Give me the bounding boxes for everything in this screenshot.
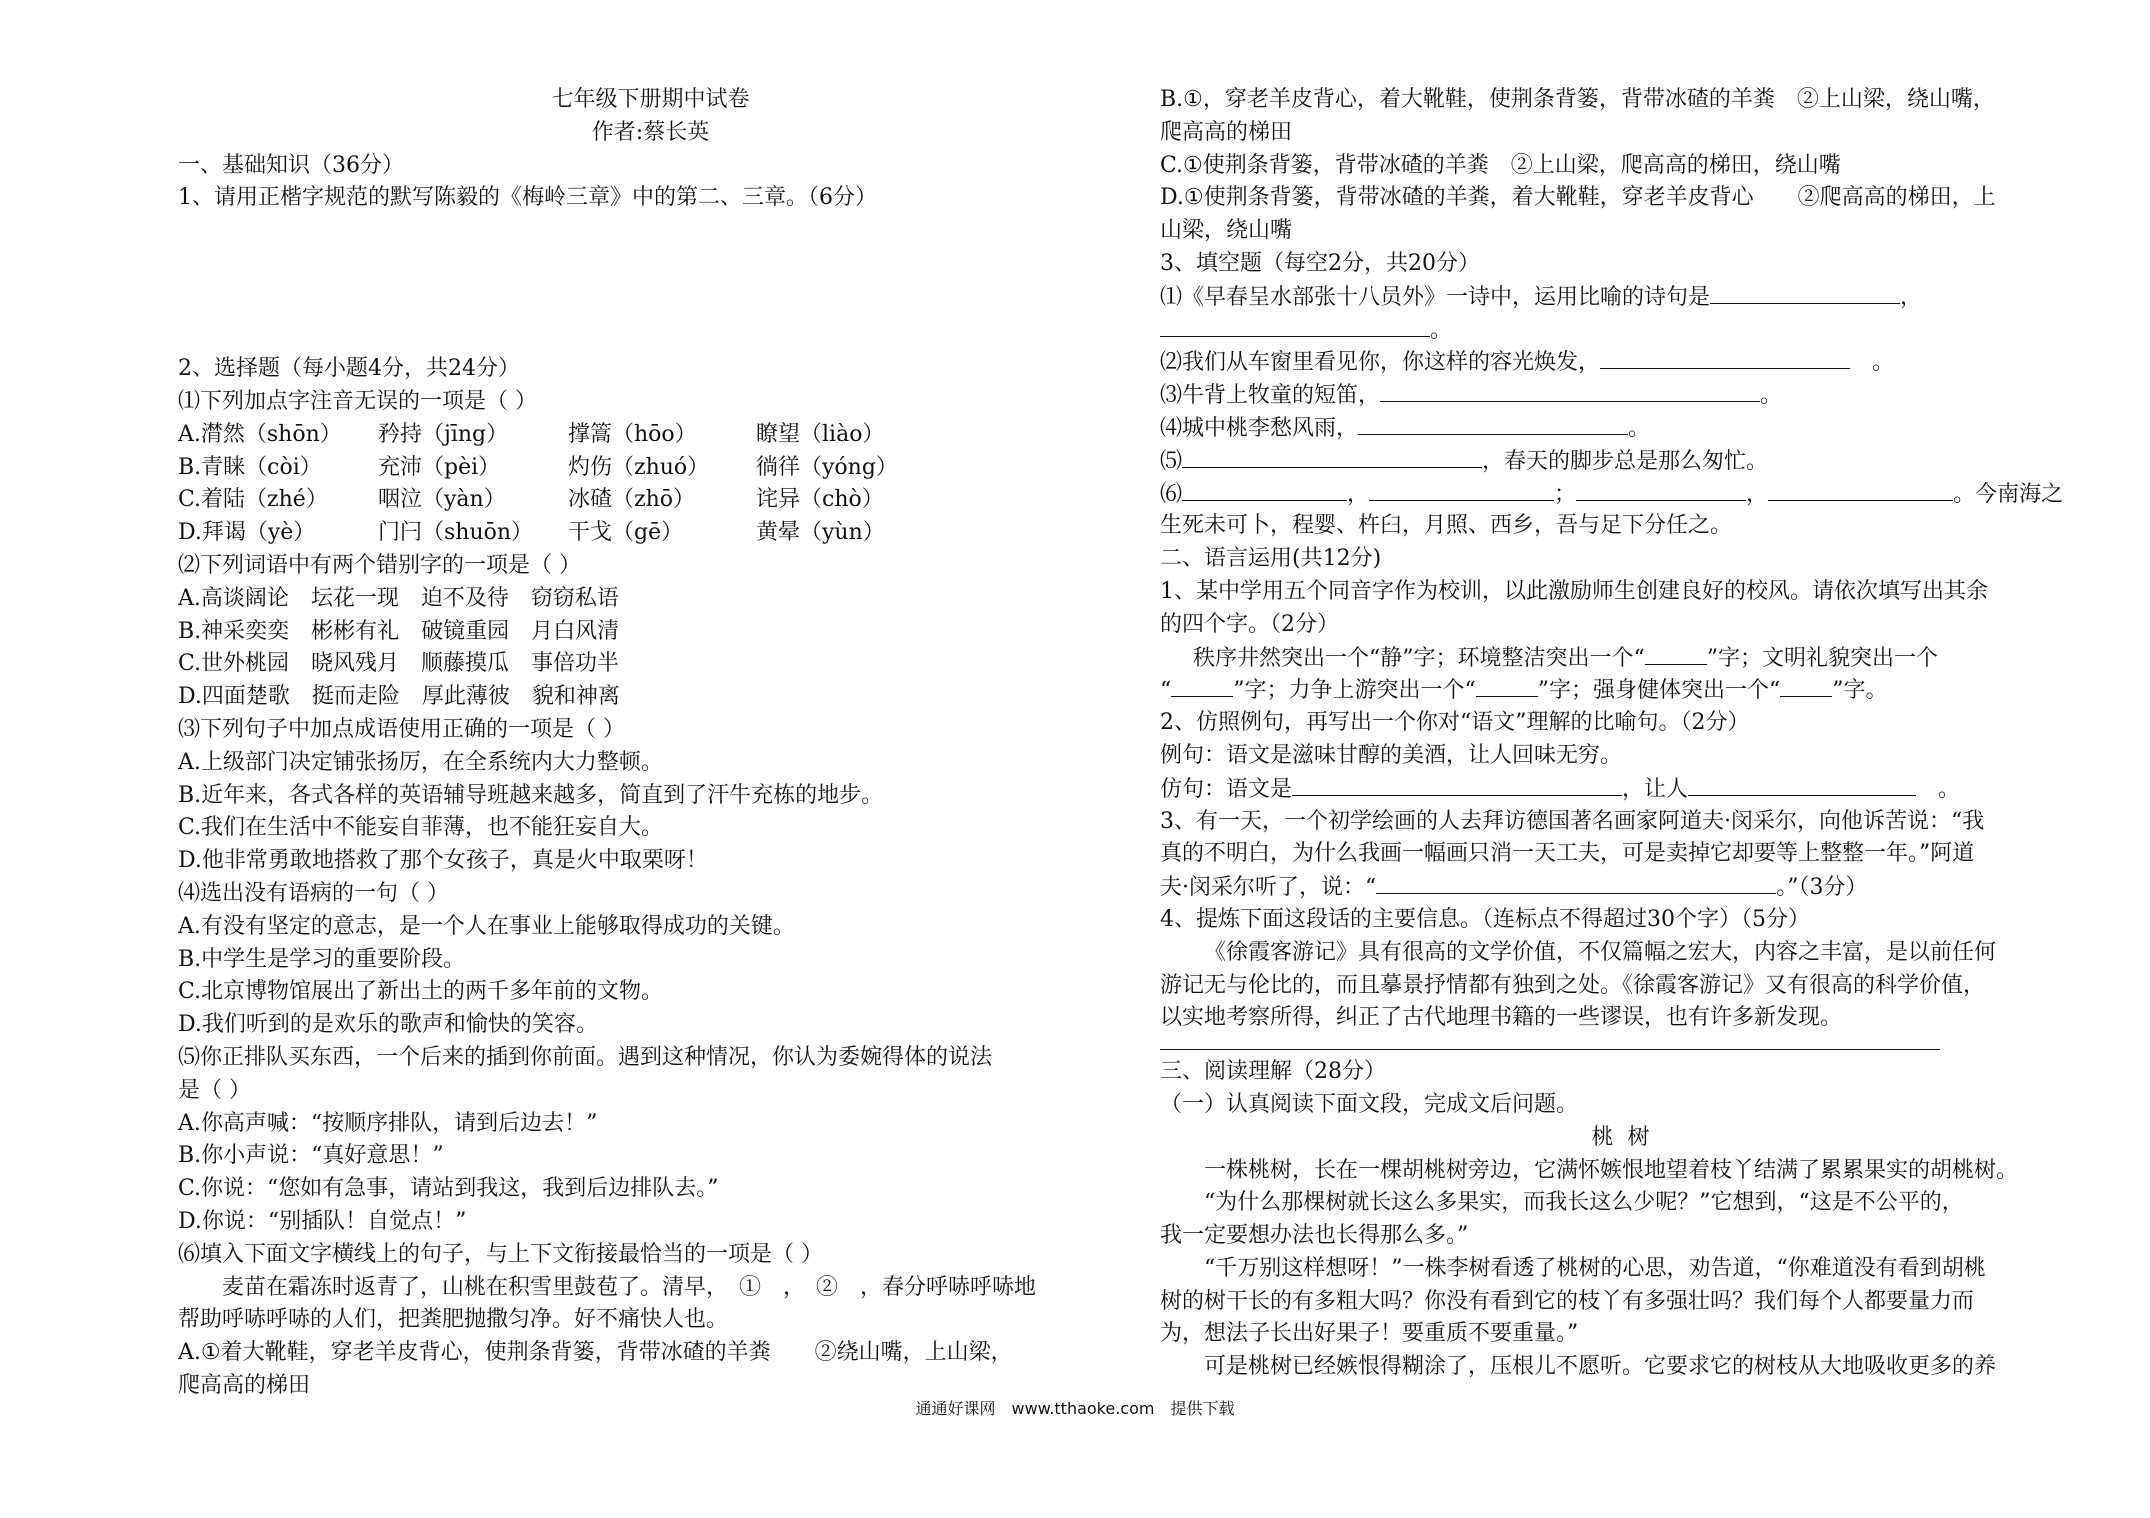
answer-blank[interactable] bbox=[1768, 478, 1953, 501]
q2-2-option-b: B.神采奕奕 彬彬有礼 破镜重园 月白风清 bbox=[178, 618, 620, 644]
q2-2-option-d: D.四面楚歌 挺而走险 厚此薄彼 貌和神离 bbox=[178, 684, 620, 710]
page-title: 七年级下册期中试卷 bbox=[551, 87, 750, 112]
answer-blank[interactable] bbox=[1182, 445, 1482, 468]
q2-6-option-b: B.①，穿老羊皮背心，着大靴鞋，使荆条背篓，背带冰碴的羊粪 ②上山梁，绕山嘴， bbox=[1160, 87, 1995, 112]
s2-q4-passage-1: 《徐霞客游记》具有很高的文学价值，不仅篇幅之宏大，内容之丰富，是以前任何 bbox=[1204, 939, 1997, 965]
q2-4-option-c: C.北京博物馆展出了新出土的两千多年前的文物。 bbox=[178, 979, 664, 1005]
passage-title: 桃树 bbox=[1591, 1124, 1664, 1150]
answer-blank[interactable] bbox=[1358, 412, 1628, 435]
q2-6-option-d: D.①使荆条背篓，背带冰碴的羊粪，着大靴鞋，穿老羊皮背心 ②爬高高的梯田，上 bbox=[1160, 185, 1996, 211]
prompt-text: ⑷城中桃李愁风雨， bbox=[1160, 415, 1359, 441]
option-text: B.青睐（còi） bbox=[178, 454, 322, 480]
option-text: 黄晕（yùn） bbox=[756, 520, 885, 546]
answer-blank[interactable] bbox=[1688, 773, 1916, 796]
prompt-text: ⑶牛背上牧童的短笛， bbox=[1160, 383, 1381, 409]
right-column bbox=[1160, 84, 2095, 1384]
answer-blank[interactable] bbox=[1182, 478, 1347, 501]
prompt-text: ”字；力争上游突出一个“ bbox=[1233, 678, 1476, 704]
passage-paragraph-3-cont2: 为，想法子长出好果子！要重质不要重量。” bbox=[1160, 1321, 1579, 1347]
option-text: 冰碴（zhō） bbox=[568, 487, 696, 513]
answer-blank[interactable] bbox=[1476, 674, 1538, 697]
q2-1-option-d bbox=[178, 517, 1123, 550]
option-text: 撑篙（hōo） bbox=[568, 421, 697, 447]
s2-question-4: 4、提炼下面这段话的主要信息。（连标点不得超过30个字）（5分） bbox=[1160, 906, 1810, 932]
q2-6-passage-line-1: 麦苗在霜冻时返青了，山桃在积雪里鼓苞了。清早， ① ， ② ，春分呼哧呼哧地 bbox=[222, 1274, 1037, 1300]
option-text: 徜徉（yóng） bbox=[756, 454, 898, 480]
q2-4-option-b: B.中学生是学习的重要阶段。 bbox=[178, 946, 466, 972]
q2-6-option-a-cont: 爬高高的梯田 bbox=[178, 1372, 311, 1398]
passage-paragraph-2: “为什么那棵树就长这么多果实，而我长这么少呢？”它想到，“这是不公平的， bbox=[1204, 1190, 1964, 1216]
q2-3-option-d: D.他非常勇敢地搭救了那个女孩子，真是火中取栗呀！ bbox=[178, 848, 708, 874]
option-text: 干戈（gē） bbox=[568, 520, 684, 546]
answer-blank[interactable] bbox=[1576, 478, 1746, 501]
question-3-3: ⑶牛背上牧童的短笛， 。 bbox=[1160, 379, 2095, 412]
question-3-1-cont: 。 bbox=[1160, 314, 2095, 347]
option-text: 瞭望（liào） bbox=[756, 421, 885, 447]
prompt-text: ⑴《早春呈水部张十八员外》一诗中，运用比喻的诗句是 bbox=[1160, 284, 1711, 310]
question-3-heading: 3、填空题（每空2分，共20分） bbox=[1160, 250, 1480, 276]
left-column bbox=[178, 84, 1123, 1403]
option-text: C.着陆（zhé） bbox=[178, 487, 328, 513]
question-3-5 bbox=[1160, 445, 2095, 478]
s2-q1-text-1 bbox=[1160, 642, 2095, 675]
prompt-text: “ bbox=[1160, 678, 1172, 704]
q2-6-option-c: C.①使荆条背篓，背带冰碴的羊粪 ②上山梁，爬高高的梯田，绕山嘴 bbox=[1160, 152, 1841, 178]
option-text: 咽泣（yàn） bbox=[378, 487, 506, 513]
passage-paragraph-1: 一株桃树，长在一棵胡桃树旁边，它满怀嫉恨地望着枝丫结满了累累果实的胡桃树。 bbox=[1204, 1157, 2019, 1183]
prompt-text: 。”（3分） bbox=[1776, 875, 1868, 901]
option-text: 诧异（chò） bbox=[756, 487, 884, 513]
q2-1-option-c bbox=[178, 484, 1123, 517]
passage-paragraph-4: 可是桃树已经嫉恨得糊涂了，压根儿不愿听。它要求它的树枝从大地吸收更多的养 bbox=[1204, 1354, 1997, 1380]
question-2-heading: 2、选择题（每小题4分，共24分） bbox=[178, 356, 520, 382]
q2-1-option-b bbox=[178, 452, 1123, 485]
q2-2-option-a: A.高谈阔论 坛花一现 迫不及待 窃窃私语 bbox=[178, 585, 619, 611]
prompt-text: 。今南海之 bbox=[1953, 481, 2064, 507]
passage-paragraph-3-cont: 树的树干长的有多粗大吗？你没有看到它的枝丫有多强壮吗？我们每个人都要量力而 bbox=[1160, 1288, 1975, 1314]
question-3-4: ⑷城中桃李愁风雨， 。 bbox=[1160, 412, 2095, 445]
s2-q1-text-2 bbox=[1160, 674, 2095, 707]
option-text: D.拜谒（yè） bbox=[178, 520, 316, 546]
q2-5-option-d: D.你说：“别插队！自觉点！” bbox=[178, 1208, 467, 1234]
q2-6-option-a: A.①着大靴鞋，穿老羊皮背心，使荆条背篓，背带冰碴的羊粪 ②绕山嘴，上山梁， bbox=[178, 1340, 1013, 1366]
s3-subsection-1: （一）认真阅读下面文段，完成文后问题。 bbox=[1160, 1091, 1579, 1117]
q2-5-option-b: B.你小声说：“真好意思！” bbox=[178, 1143, 444, 1169]
q2-6-passage-line-2: 帮助呼哧呼哧的人们，把粪肥抛撒匀净。好不痛快人也。 bbox=[178, 1307, 729, 1333]
q2-4-option-a: A.有没有坚定的意志，是一个人在事业上能够取得成功的关键。 bbox=[178, 913, 795, 939]
prompt-text: ”字；强身健体突出一个“ bbox=[1537, 678, 1781, 704]
answer-blank[interactable] bbox=[1645, 642, 1707, 665]
prompt-text: 仿句：语文是 bbox=[1160, 776, 1293, 802]
answer-blank[interactable] bbox=[1171, 674, 1233, 697]
answer-blank[interactable] bbox=[1600, 346, 1850, 369]
option-text: 门闩（shuōn） bbox=[378, 520, 534, 546]
q2-1-option-a bbox=[178, 419, 1123, 452]
question-2-1: ⑴下列加点字注音无误的一项是（ ） bbox=[178, 388, 537, 414]
s2-question-3-cont2 bbox=[1160, 871, 2095, 904]
answer-blank[interactable] bbox=[1369, 478, 1554, 501]
prompt-text: 夫·闵采尔听了，说：“ bbox=[1160, 875, 1377, 901]
question-2-4: ⑷选出没有语病的一句（ ） bbox=[178, 880, 449, 906]
prompt-text: ⑵我们从车窗里看见你，你这样的容光焕发， bbox=[1160, 350, 1601, 376]
s2-question-2: 2、仿照例句，再写出一个你对“语文”理解的比喻句。（2分） bbox=[1160, 710, 1750, 736]
passage-paragraph-3: “千万别这样想呀！”一株李树看透了桃树的心思，劝告道，“你难道没有看到胡桃 bbox=[1204, 1255, 1986, 1281]
answer-space-q1 bbox=[178, 215, 1123, 353]
q2-5-option-c: C.你说：“您如有急事，请站到我这，我到后边排队去。” bbox=[178, 1176, 719, 1202]
q2-6-option-b-cont: 爬高高的梯田 bbox=[1160, 119, 1293, 145]
question-2-5-cont: 是（ ） bbox=[178, 1077, 251, 1103]
section-3-heading: 三、阅读理解（28分） bbox=[1160, 1059, 1386, 1085]
answer-blank[interactable] bbox=[1780, 674, 1832, 697]
s2-question-1-cont: 的四个字。（2分） bbox=[1160, 611, 1339, 637]
s2-q4-passage-2: 游记无与伦比的，而且摹景抒情都有独到之处。《徐霞客游记》又有很高的科学价值， bbox=[1160, 972, 1986, 998]
s2-question-3-cont: 真的不明白，为什么我画一幅画只消一天工夫，可是卖掉它却要等上整整一年。”阿道 bbox=[1160, 841, 1975, 867]
answer-blank[interactable] bbox=[1376, 871, 1776, 894]
q2-3-option-a: A.上级部门决定铺张扬厉，在全系统内大力整顿。 bbox=[178, 749, 663, 775]
question-3-2: ⑵我们从车窗里看见你，你这样的容光焕发， 。 bbox=[1160, 346, 2095, 379]
option-text: 灼伤（zhuó） bbox=[568, 454, 710, 480]
question-2-5: ⑸你正排队买东西，一个后来的插到你前面。遇到这种情况，你认为委婉得体的说法 bbox=[178, 1044, 993, 1070]
q2-4-option-d: D.我们听到的是欢乐的歌声和愉快的笑容。 bbox=[178, 1012, 598, 1038]
question-3-6-cont: 生死未可卜，程婴、杵臼，月照、西乡，吾与足下分任之。 bbox=[1160, 513, 1733, 539]
s2-question-1: 1、某中学用五个同音字作为校训，以此激励师生创建良好的校风。请依次填写出其余 bbox=[1160, 578, 1988, 604]
prompt-text: 秩序井然突出一个“静”字；环境整洁突出一个“ bbox=[1193, 645, 1645, 671]
q2-6-option-d-cont: 山梁，绕山嘴 bbox=[1160, 218, 1293, 244]
prompt-text: ⑸ bbox=[1160, 448, 1183, 474]
footer-credit: 通通好课网 www.tthaoke.com 提供下载 bbox=[915, 1399, 1235, 1418]
question-3-1: ⑴《早春呈水部张十八员外》一诗中，运用比喻的诗句是 ， bbox=[1160, 281, 2095, 314]
q2-2-option-c: C.世外桃园 晓风残月 顺藤摸瓜 事倍功半 bbox=[178, 651, 620, 677]
answer-blank[interactable] bbox=[1292, 773, 1622, 796]
option-text: 矜持（jīng） bbox=[378, 421, 509, 447]
answer-blank[interactable] bbox=[1380, 379, 1760, 402]
author-line: 作者:蔡长英 bbox=[591, 119, 710, 145]
s2-q2-imitation: 仿句：语文是 ，让人 。 bbox=[1160, 773, 2095, 806]
prompt-text: ⑹ bbox=[1160, 481, 1183, 507]
question-2-2: ⑵下列词语中有两个错别字的一项是（ ） bbox=[178, 552, 581, 578]
q2-3-option-c: C.我们在生活中不能妄自菲薄，也不能狂妄自大。 bbox=[178, 815, 664, 841]
section-1-heading: 一、基础知识（36分） bbox=[178, 152, 404, 178]
section-2-heading: 二、语言运用(共12分) bbox=[1160, 546, 1382, 572]
passage-paragraph-2-cont: 我一定要想办法也长得那么多。” bbox=[1160, 1223, 1469, 1249]
s2-q2-example: 例句：语文是滋味甘醇的美酒，让人回味无穷。 bbox=[1160, 742, 1623, 768]
option-text: 充沛（pèi） bbox=[378, 454, 501, 480]
prompt-text: ”字；文明礼貌突出一个 bbox=[1706, 645, 1938, 671]
option-text: A.潸然（shōn） bbox=[178, 421, 342, 447]
q2-5-option-a: A.你高声喊：“按顺序排队，请到后边去！” bbox=[178, 1110, 598, 1136]
s2-q4-passage-3: 以实地考察所得，纠正了古代地理书籍的一些谬误，也有许多新发现。 bbox=[1160, 1005, 1843, 1031]
prompt-text: ，让人 bbox=[1622, 776, 1689, 802]
prompt-text: ”字。 bbox=[1832, 678, 1888, 704]
answer-blank[interactable] bbox=[1710, 281, 1900, 304]
q2-3-option-b: B.近年来，各式各样的英语辅导班越来越多，简直到了汗牛充栋的地步。 bbox=[178, 782, 884, 808]
prompt-text: ，春天的脚步总是那么匆忙。 bbox=[1482, 448, 1769, 474]
question-1: 1、请用正楷字规范的默写陈毅的《梅岭三章》中的第二、三章。（6分） bbox=[178, 185, 877, 211]
answer-line[interactable] bbox=[1160, 1035, 1940, 1050]
question-2-3: ⑶下列句子中加点成语使用正确的一项是（ ） bbox=[178, 716, 625, 742]
answer-blank[interactable] bbox=[1160, 314, 1430, 337]
question-3-6: ⑹ ， ； ， 。今南海之 bbox=[1160, 478, 2095, 511]
s2-question-3: 3、有一天，一个初学绘画的人去拜访德国著名画家阿道夫·闵采尔，向他诉苦说：“我 bbox=[1160, 808, 1985, 834]
question-2-6: ⑹填入下面文字横线上的句子，与上下文衔接最恰当的一项是（ ） bbox=[178, 1241, 823, 1267]
